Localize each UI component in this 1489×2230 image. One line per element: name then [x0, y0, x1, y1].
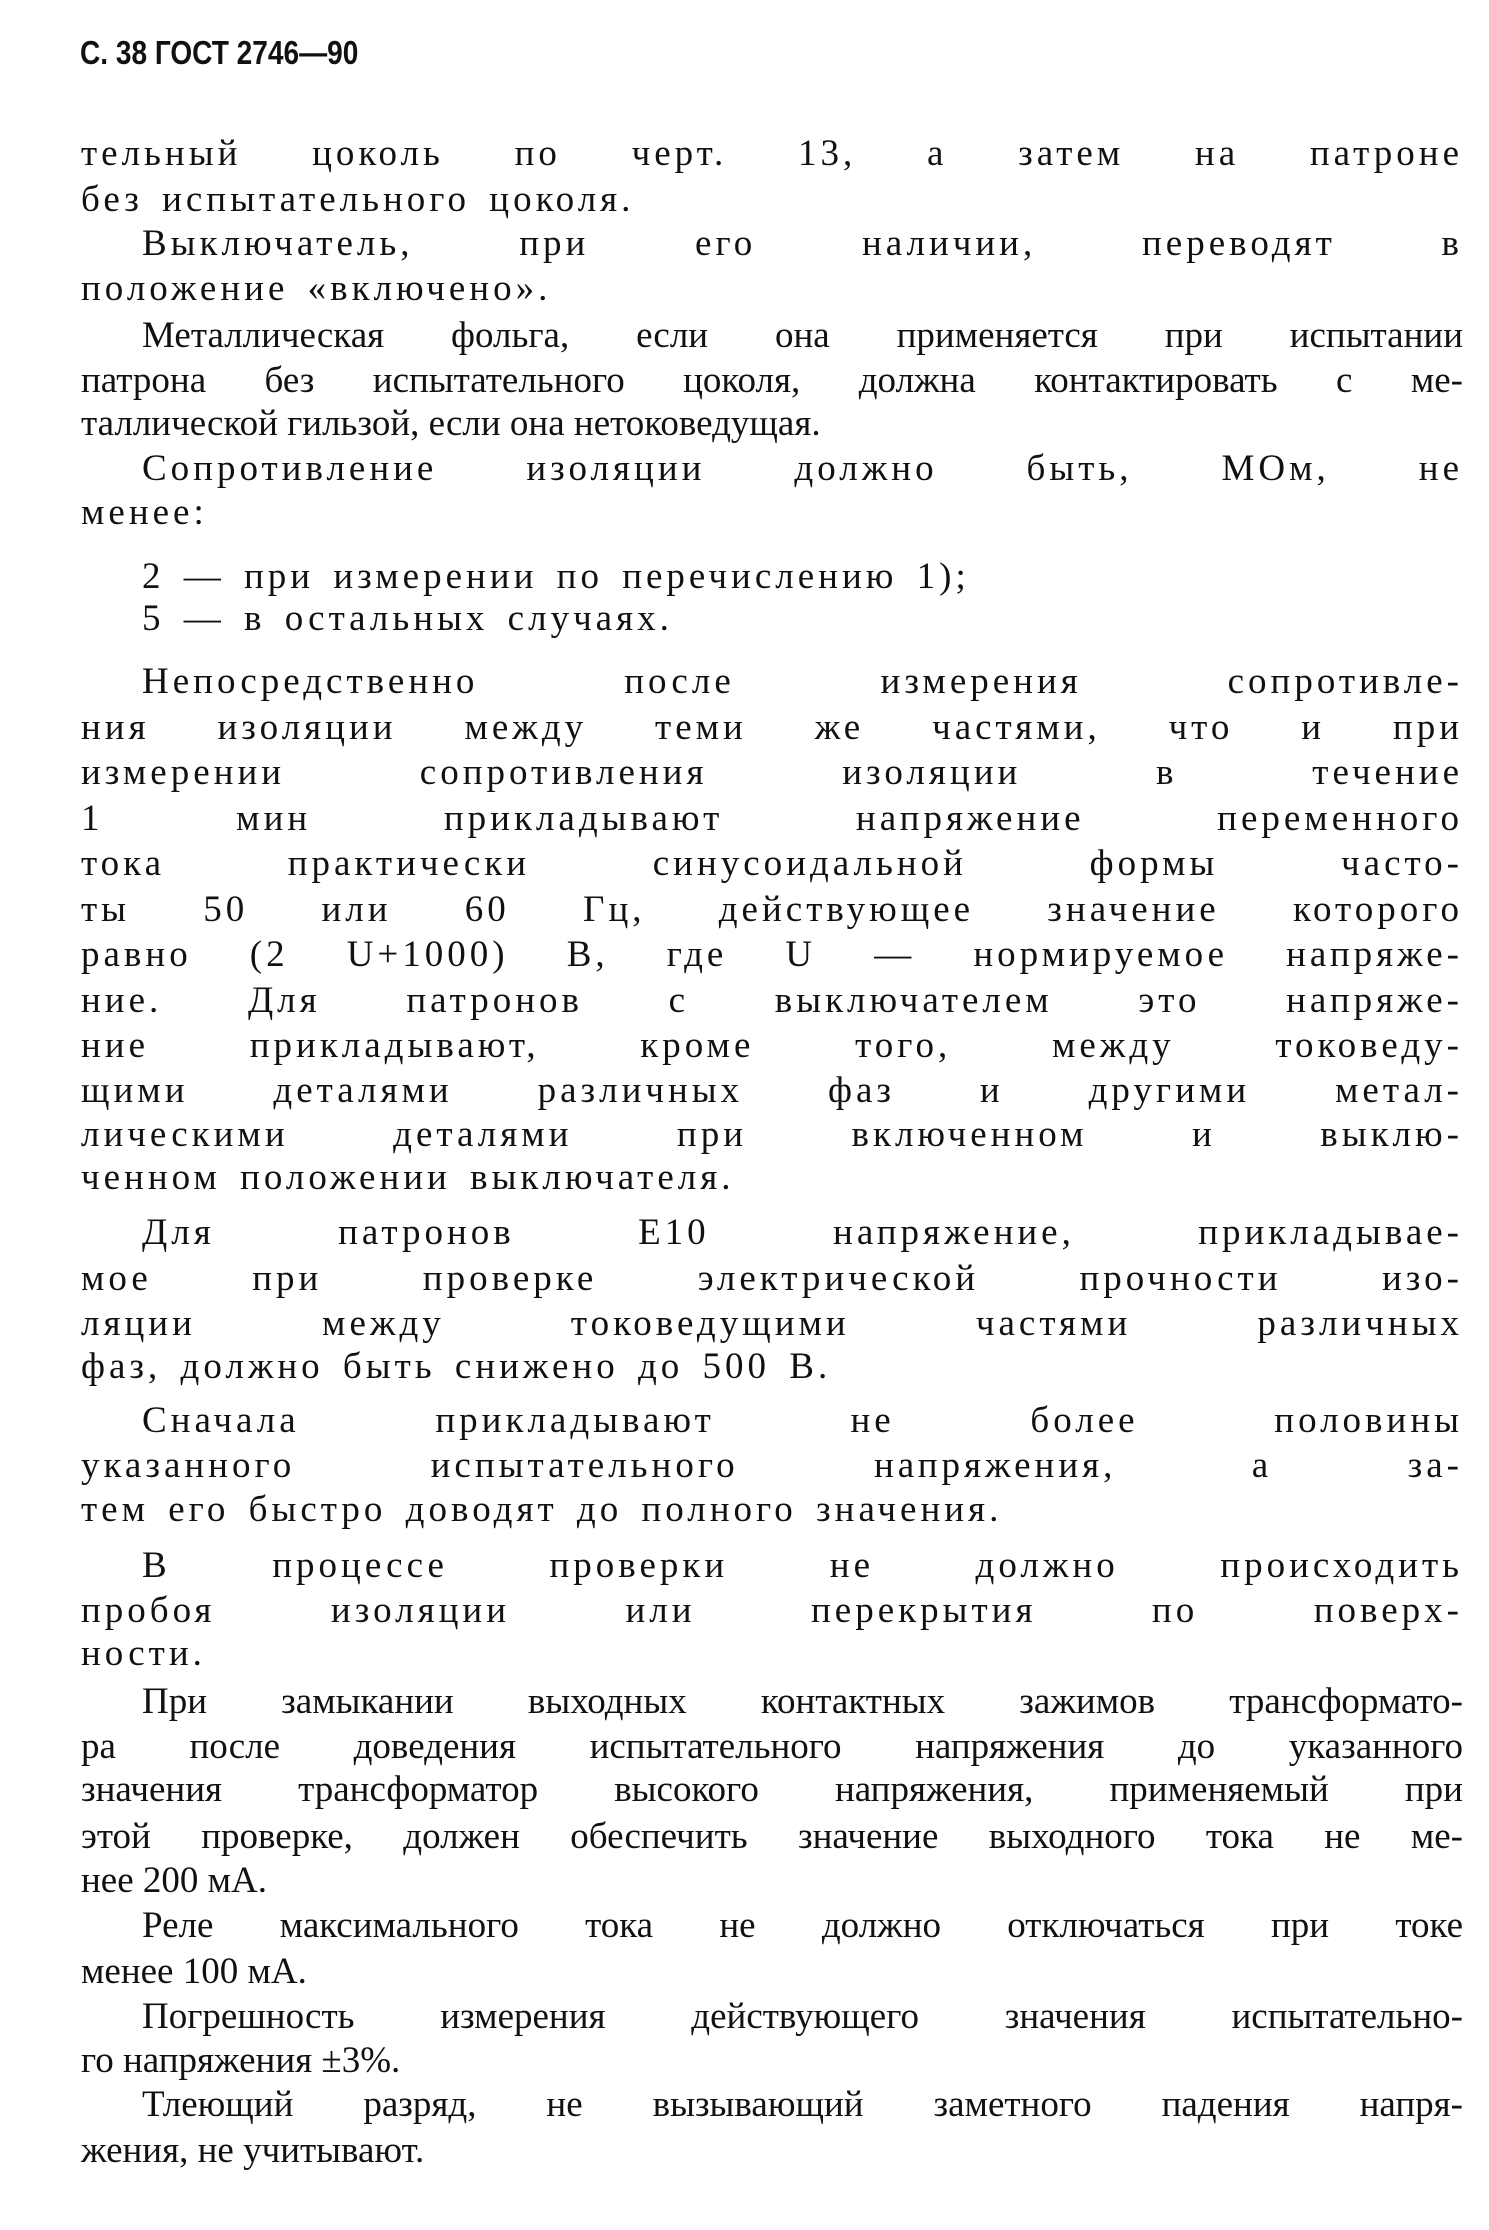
text-line: положение «включено».: [81, 268, 552, 309]
text-line: значения трансформатор высокого напряжения, применяемый при: [81, 1769, 1463, 1810]
text-line: тельный цоколь по черт. 13, а затем на патроне: [81, 133, 1463, 174]
text-line: Реле максимального тока не должно отключаться при токе: [142, 1905, 1463, 1946]
text-line: без испытательного цоколя.: [81, 179, 635, 220]
text-line: тем его быстро доводят до полного значения.: [81, 1489, 1003, 1530]
text-line: ния изоляции между теми же частями, что и при: [81, 707, 1463, 748]
text-line: ние прикладывают, кроме того, между токоведу-: [81, 1025, 1463, 1066]
text-line: ра после доведения испытательного напряжения до указанного: [81, 1726, 1463, 1767]
page-header: С. 38 ГОСТ 2746—90: [80, 34, 359, 71]
text-line: ченном положении выключателя.: [81, 1157, 735, 1198]
text-line: тока практически синусоидальной формы часто-: [81, 843, 1463, 884]
text-line: В процессе проверки не должно происходить: [142, 1545, 1463, 1586]
text-line: Непосредственно после измерения сопротивле-: [142, 661, 1463, 702]
text-line: жения, не учитывают.: [81, 2130, 425, 2171]
text-line: 2 — при измерении по перечислению 1);: [142, 556, 970, 597]
text-line: го напряжения ±3%.: [81, 2040, 401, 2081]
text-line: нее 200 мА.: [81, 1860, 268, 1901]
text-line: Выключатель, при его наличии, переводят в: [142, 223, 1463, 264]
text-line: измерении сопротивления изоляции в течение: [81, 752, 1463, 793]
text-line: Погрешность измерения действующего значения испытательно-: [142, 1996, 1463, 2037]
text-line: Сначала прикладывают не более половины: [142, 1400, 1463, 1441]
text-line: мое при проверке электрической прочности изо-: [81, 1258, 1463, 1299]
text-line: менее:: [81, 492, 208, 533]
text-line: 5 — в остальных случаях.: [142, 598, 673, 639]
text-line: менее 100 мА.: [81, 1951, 307, 1992]
text-line: ляции между токоведущими частями различных: [81, 1303, 1463, 1344]
text-line: Для патронов E10 напряжение, прикладывае-: [142, 1212, 1463, 1253]
text-line: лическими деталями при включенном и выклю-: [81, 1114, 1463, 1155]
text-line: Металлическая фольга, если она применяется при испытании: [142, 315, 1463, 356]
text-line: Сопротивление изоляции должно быть, МОм, не: [142, 448, 1463, 489]
text-line: пробоя изоляции или перекрытия по поверх-: [81, 1590, 1463, 1631]
text-line: фаз, должно быть снижено до 500 В.: [81, 1346, 832, 1387]
text-line: равно (2 U+1000) В, где U — нормируемое напряже-: [81, 934, 1463, 975]
text-line: ние. Для патронов с выключателем это напряже-: [81, 980, 1463, 1021]
text-line: Тлеющий разряд, не вызывающий заметного падения напря-: [142, 2084, 1463, 2125]
text-line: патрона без испытательного цоколя, должна контактировать с ме-: [81, 360, 1463, 401]
text-line: ты 50 или 60 Гц, действующее значение которого: [81, 889, 1463, 930]
text-line: таллической гильзой, если она нетоковедущая.: [81, 403, 821, 444]
text-line: При замыкании выходных контактных зажимов трансформато-: [142, 1681, 1463, 1722]
text-line: ности.: [81, 1633, 206, 1674]
text-line: щими деталями различных фаз и другими метал-: [81, 1070, 1463, 1111]
text-line: указанного испытательного напряжения, а за-: [81, 1445, 1463, 1486]
text-line: этой проверке, должен обеспечить значение выходного тока не ме-: [81, 1816, 1463, 1857]
text-line: 1 мин прикладывают напряжение переменного: [81, 798, 1463, 839]
